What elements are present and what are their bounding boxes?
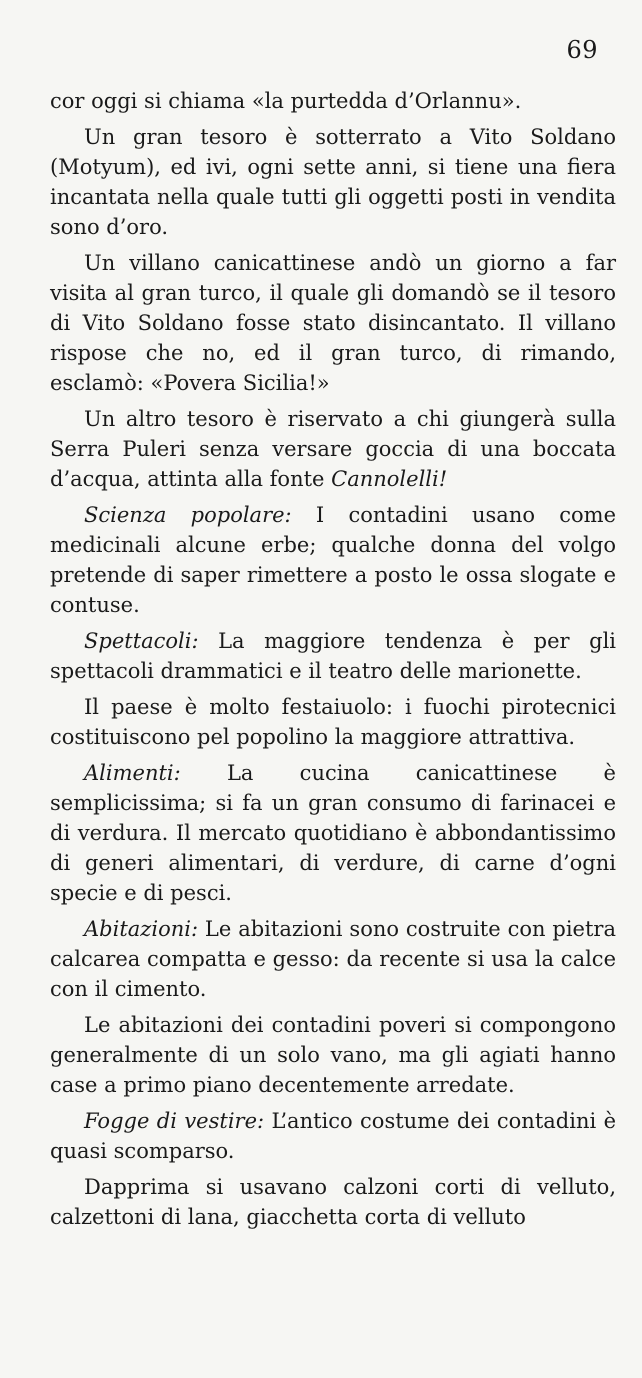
paragraph-text: Dapprima si usavano calzoni corti di velluto, calzettoni di lana, giacchetta corta di velluto — [50, 1175, 616, 1229]
page-number: 69 — [566, 36, 598, 64]
fonte-name: Cannolelli! — [331, 467, 448, 491]
paragraph-festaiuolo — [50, 692, 616, 752]
paragraph-scienza-popolare — [50, 500, 616, 620]
paragraph-text: La cucina canicattinese è semplicissima; si fa un gran consumo di farinacei e di verdura. Il mercato quotidiano è abbondantissimo di generi alimentari, di verdure, di carne d’ogni specie e di pesci. — [50, 761, 616, 905]
section-heading: Abitazioni: — [84, 917, 199, 941]
paragraph-alimenti — [50, 758, 616, 908]
paragraph-fogge-di-vestire — [50, 1106, 616, 1166]
paragraph-dapprima — [50, 1172, 616, 1232]
paragraph-abitazioni-contadini — [50, 1010, 616, 1100]
paragraph-villano-gran-turco — [50, 248, 616, 398]
paragraph-spettacoli — [50, 626, 616, 686]
paragraph-text: La maggiore tendenza è per gli spettacoli drammatici e il teatro delle marionette. — [50, 629, 616, 683]
paragraph-abitazioni — [50, 914, 616, 1004]
paragraph-text: Le abitazioni dei contadini poveri si compongono generalmente di un solo vano, ma gli agiati hanno case a primo piano decentemente arredate. — [50, 1013, 616, 1097]
paragraph-text: Un gran tesoro è sotterrato a Vito Soldano (Motyum), ed ivi, ogni sette anni, si tiene una fiera incantata nella quale tutti gli oggetti posti in vendita sono d’oro. — [50, 125, 616, 239]
paragraph-text: cor oggi si chiama «la purtedda d’Orlannu». — [50, 89, 522, 113]
section-heading: Alimenti: — [84, 761, 181, 785]
paragraph-text: L’antico costume dei contadini è quasi scomparso. — [50, 1109, 616, 1163]
paragraph-text: Il paese è molto festaiuolo: i fuochi pirotecnici costituiscono pel popolino la maggiore attrattiva. — [50, 695, 616, 749]
paragraph-vito-soldano-treasure — [50, 122, 616, 242]
page-body — [50, 86, 616, 1232]
paragraph-continuation — [50, 86, 616, 116]
paragraph-text: Le abitazioni sono costruite con pietra calcarea compatta e gesso: da recente si usa la calce con il cimento. — [50, 917, 616, 1001]
section-heading: Fogge di vestire: — [84, 1109, 265, 1133]
section-heading: Spettacoli: — [84, 629, 199, 653]
paragraph-text: I contadini usano come medicinali alcune erbe; qualche donna del volgo pretende di saper rimettere a posto le ossa slogate e contuse. — [50, 503, 616, 617]
paragraph-text: Un altro tesoro è riservato a chi giungerà sulla Serra Puleri senza versare goccia di una boccata d’acqua, attinta alla fonte — [50, 407, 616, 491]
paragraph-text: Un villano canicattinese andò un giorno a far visita al gran turco, il quale gli domandò se il tesoro di Vito Soldano fosse stato disincantato. Il villano rispose che no, ed il gran turco, di rimando, esclamò: «Povera Sicilia!» — [50, 251, 616, 395]
section-heading: Scienza popolare: — [84, 503, 292, 527]
paragraph-serra-puleri — [50, 404, 616, 494]
